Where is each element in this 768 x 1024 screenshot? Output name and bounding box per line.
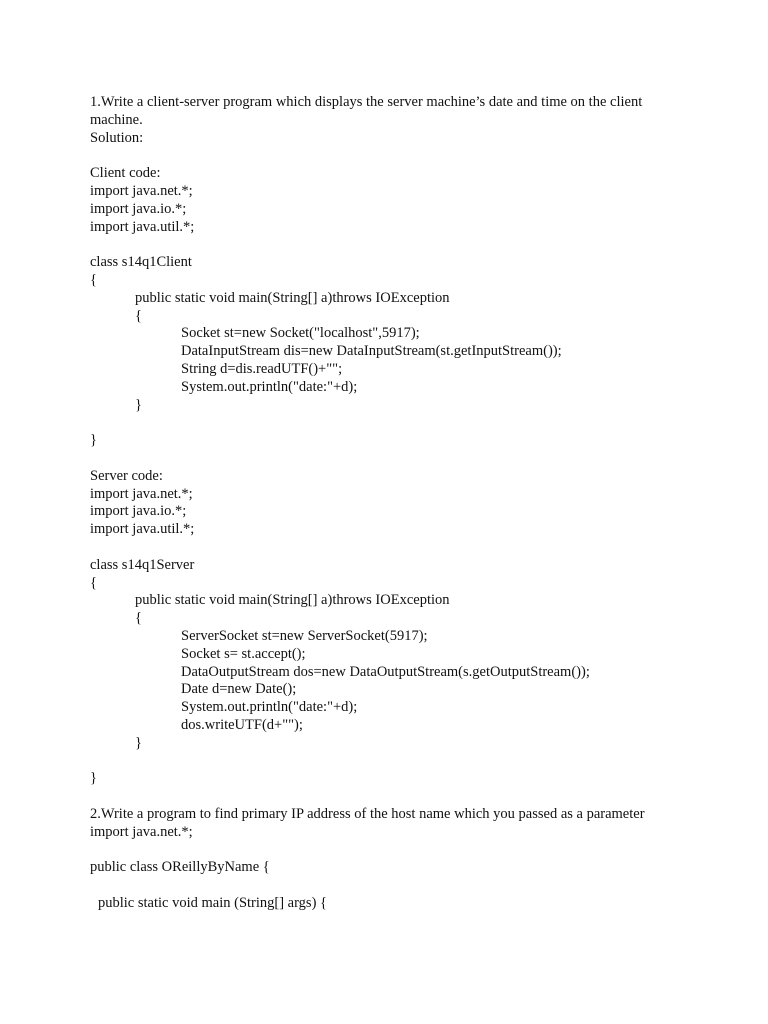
spacer — [90, 752, 690, 770]
client-class-declaration: class s14q1Client — [90, 254, 192, 271]
q2-method-declaration: public static void main (String[] args) { — [98, 894, 327, 911]
client-class-close-brace: } — [90, 432, 97, 449]
client-import-line: import java.io.*; — [90, 200, 187, 217]
document-content — [90, 94, 690, 913]
server-import-line: import java.io.*; — [90, 503, 187, 520]
server-class-close-brace: } — [90, 770, 97, 787]
client-code-line: String d=dis.readUTF()+""; — [181, 360, 343, 377]
server-code-line: dos.writeUTF(d+""); — [181, 716, 303, 733]
client-import-line: import java.net.*; — [90, 182, 193, 199]
q2-import-line: import java.net.*; — [90, 823, 193, 840]
server-code-line: Date d=new Date(); — [181, 681, 297, 698]
server-method-open-brace: { — [135, 610, 142, 627]
server-code-line: System.out.println("date:"+d); — [181, 699, 358, 716]
server-code-line: Socket s= st.accept(); — [181, 645, 306, 662]
server-import-line: import java.util.*; — [90, 521, 195, 538]
server-code-line: ServerSocket st=new ServerSocket(5917); — [181, 627, 428, 644]
client-code-line: System.out.println("date:"+d); — [181, 378, 358, 395]
client-method-declaration: public static void main(String[] a)throws IOException — [135, 289, 450, 306]
server-class-open-brace: { — [90, 574, 97, 591]
spacer — [90, 788, 690, 806]
spacer — [90, 877, 690, 895]
client-code-line: DataInputStream dis=new DataInputStream(st.getInputStream()); — [181, 343, 562, 360]
spacer — [90, 841, 690, 859]
question-1-text: 1.Write a client-server program which displays the server machine’s date and time on the client machine. — [90, 94, 643, 128]
q2-class-declaration: public class OReillyByName { — [90, 859, 270, 876]
server-import-line: import java.net.*; — [90, 485, 193, 502]
spacer — [90, 539, 690, 557]
server-method-declaration: public static void main(String[] a)throws IOException — [135, 592, 450, 609]
spacer — [90, 147, 690, 165]
server-method-close-brace: } — [135, 734, 142, 751]
server-code-heading: Server code: — [90, 467, 163, 484]
solution-label: Solution: — [90, 129, 144, 146]
spacer — [90, 414, 690, 432]
client-import-line: import java.util.*; — [90, 218, 195, 235]
server-class-declaration: class s14q1Server — [90, 556, 195, 573]
client-method-close-brace: } — [135, 396, 142, 413]
spacer — [90, 236, 690, 254]
question-2-text: 2.Write a program to find primary IP address of the host name which you passed as a parameter — [90, 805, 645, 822]
client-code-line: Socket st=new Socket("localhost",5917); — [181, 325, 420, 342]
client-class-open-brace: { — [90, 271, 97, 288]
client-method-open-brace: { — [135, 307, 142, 324]
spacer — [90, 450, 690, 468]
client-code-heading: Client code: — [90, 165, 161, 182]
server-code-line: DataOutputStream dos=new DataOutputStream(s.getOutputStream()); — [181, 663, 590, 680]
